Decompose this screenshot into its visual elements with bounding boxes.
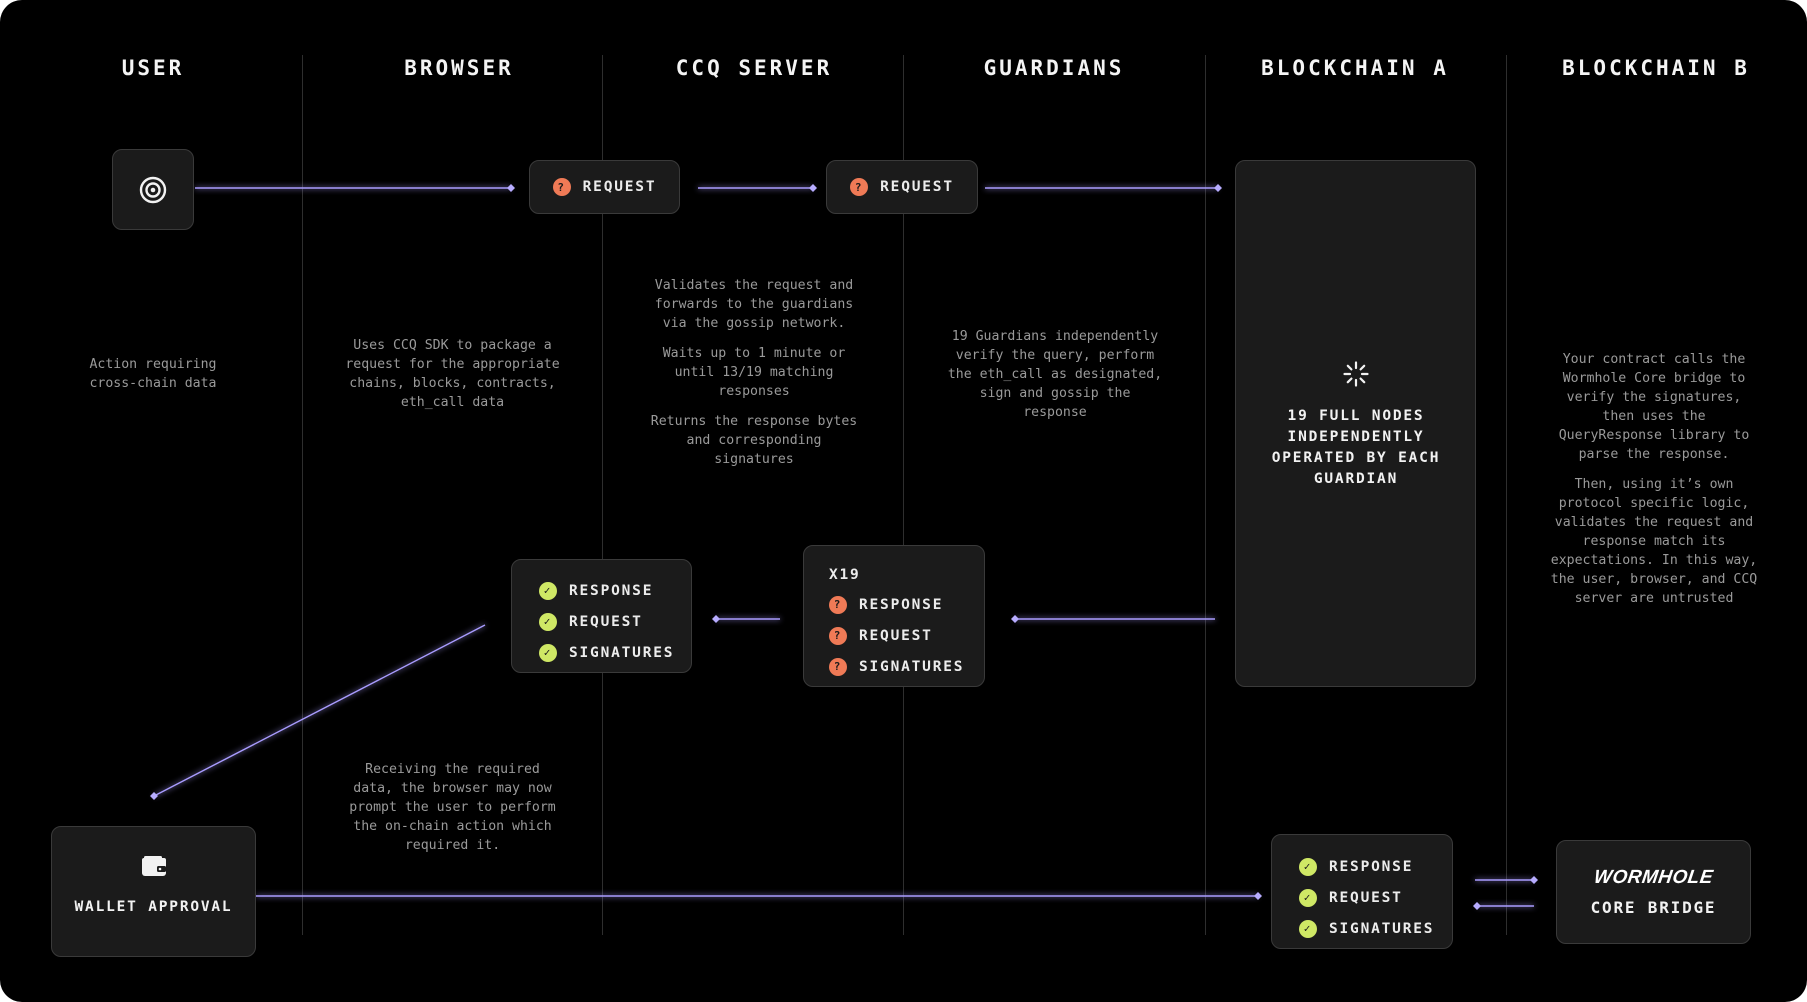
column-title-guardians: GUARDIANS <box>983 56 1125 80</box>
check-icon: ✓ <box>539 613 557 631</box>
user-description: Action requiring cross-chain data <box>89 357 217 391</box>
question-icon: ? <box>829 658 847 676</box>
browser-request-card <box>529 160 680 214</box>
guardians-multiplier: X19 <box>829 567 861 583</box>
chain-b-desc-logic: Then, using it’s own protocol specific logic, validates the request and response match its expectations. In this way, the user, browser, and CCQ server are untrusted <box>1550 477 1758 606</box>
guardians-description: 19 Guardians independently verify the query, perform the eth_call as designated, sign and gossip the response <box>947 329 1163 420</box>
wallet-approval-label: WALLET APPROVAL <box>74 899 233 915</box>
browser-receiving-description: Receiving the required data, the browser may now prompt the user to perform the on-chain action which required it. <box>349 762 556 853</box>
chain-a-item: SIGNATURES <box>1329 920 1435 937</box>
guardian-item: REQUEST <box>859 627 933 644</box>
chain-a-item: REQUEST <box>1329 889 1403 906</box>
full-nodes-label: 19 FULL NODES INDEPENDENTLY OPERATED BY EACH GUARDIAN <box>1271 408 1441 487</box>
ccq-request-label: REQUEST <box>880 179 954 195</box>
question-icon: ? <box>850 178 868 196</box>
core-bridge-label: CORE BRIDGE <box>1590 898 1717 917</box>
check-icon: ✓ <box>1299 858 1317 876</box>
wallet-approval-card <box>51 826 256 957</box>
check-icon: ✓ <box>1299 920 1317 938</box>
ccq-request-card <box>826 160 978 214</box>
response-item: SIGNATURES <box>569 644 675 661</box>
ccq-desc-return: Returns the response bytes and corresponding signatures <box>650 414 858 467</box>
browser-request-label: REQUEST <box>582 179 657 195</box>
ccq-desc-validate: Validates the request and forwards to the guardians via the gossip network. <box>654 278 854 331</box>
check-icon: ✓ <box>1299 889 1317 907</box>
guardian-item: RESPONSE <box>859 596 944 613</box>
wormhole-core-bridge-card <box>1556 840 1751 944</box>
question-icon: ? <box>829 627 847 645</box>
guardians-response-card <box>803 545 985 687</box>
chain-b-desc-verify: Your contract calls the Wormhole Core bridge to verify the signatures, then uses the QueryResponse library to parse the response. <box>1558 352 1750 462</box>
question-icon: ? <box>553 178 571 196</box>
guardian-item: SIGNATURES <box>859 658 965 675</box>
column-title-user: USER <box>121 56 185 80</box>
loading-icon <box>1343 361 1369 387</box>
column-title-blockchain-b: BLOCKCHAIN B <box>1562 56 1750 80</box>
ccq-desc-wait: Waits up to 1 minute or until 13/19 matching responses <box>662 346 846 399</box>
blockchain-b-description <box>1548 350 1760 619</box>
column-title-ccq-server: CCQ SERVER <box>675 56 833 80</box>
wallet-icon <box>141 855 167 877</box>
full-nodes-card <box>1235 160 1476 687</box>
browser-description: Uses CCQ SDK to package a request for the appropriate chains, blocks, contracts, eth_call data <box>345 338 560 410</box>
response-item: REQUEST <box>569 613 643 630</box>
column-title-browser: BROWSER <box>404 56 514 80</box>
question-icon: ? <box>829 596 847 614</box>
ccq-server-description <box>648 276 860 480</box>
check-icon: ✓ <box>539 582 557 600</box>
chain-a-response-card <box>1271 834 1453 949</box>
column-title-blockchain-a: BLOCKCHAIN A <box>1261 56 1449 80</box>
user-target-card <box>112 149 194 230</box>
chain-a-item: RESPONSE <box>1329 858 1414 875</box>
check-icon: ✓ <box>539 644 557 662</box>
target-icon <box>139 176 167 204</box>
wormhole-logo: WORMHOLE <box>1592 867 1715 888</box>
browser-response-card <box>511 559 692 673</box>
response-item: RESPONSE <box>569 582 654 599</box>
